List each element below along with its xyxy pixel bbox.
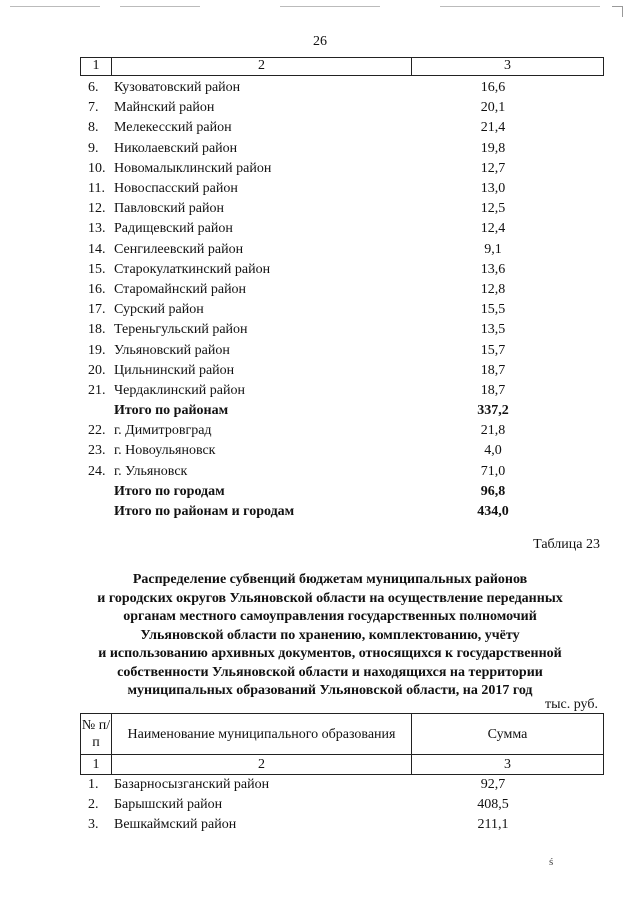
heading-line: муниципальных образований Ульяновской области, на 2017 год xyxy=(127,683,533,698)
total-row xyxy=(80,482,604,502)
row-name: г. Ульяновск xyxy=(114,463,188,479)
page-number: 26 xyxy=(313,34,327,49)
table-row xyxy=(80,179,604,199)
table-row xyxy=(80,462,604,482)
row-value: 71,0 xyxy=(480,463,506,479)
row-value: 96,8 xyxy=(480,483,506,499)
units-label: тыс. руб. xyxy=(545,697,598,712)
col-name-heading: Наименование муниципального образования xyxy=(111,714,411,754)
table-row xyxy=(80,118,604,138)
row-value: 92,7 xyxy=(480,777,506,793)
row-name: г. Новоульяновск xyxy=(114,443,216,459)
row-number: 3. xyxy=(88,817,99,833)
row-name: Старокулаткинский район xyxy=(114,261,271,277)
table-row xyxy=(80,361,604,381)
district-table xyxy=(80,78,604,522)
row-name: Мелекесский район xyxy=(114,120,232,136)
col-number-heading: № п/п xyxy=(81,718,111,750)
scan-mark xyxy=(120,6,200,7)
row-value: 21,4 xyxy=(480,120,506,136)
col-sum-heading: Сумма xyxy=(411,714,603,754)
row-value: 9,1 xyxy=(484,241,502,257)
row-value: 15,7 xyxy=(480,342,506,358)
table-row xyxy=(80,320,604,340)
row-number: 16. xyxy=(88,281,106,297)
row-number: 23. xyxy=(88,443,106,459)
row-value: 12,5 xyxy=(480,201,506,217)
row-name: Ульяновский район xyxy=(114,342,230,358)
header-col-3: 3 xyxy=(411,58,603,75)
row-name: Кузоватовский район xyxy=(114,80,241,96)
row-number: 24. xyxy=(88,463,106,479)
table-row xyxy=(80,219,604,239)
row-name: Новомалыклинский район xyxy=(114,160,272,176)
row-number: 15. xyxy=(88,261,106,277)
total-row xyxy=(80,401,604,421)
row-number: 20. xyxy=(88,362,106,378)
heading-line: собственности Ульяновской области и находящихся на территории xyxy=(117,664,543,680)
row-value: 19,8 xyxy=(480,140,506,156)
row-name: Сурский район xyxy=(114,302,204,318)
row-name: Барышский район xyxy=(114,797,223,813)
row-value: 211,1 xyxy=(477,817,509,833)
row-name: Тереньгульский район xyxy=(114,322,248,338)
row-number: 22. xyxy=(88,423,106,439)
row-number: 12. xyxy=(88,201,106,217)
row-value: 20,1 xyxy=(480,100,506,116)
row-number: 19. xyxy=(88,342,106,358)
row-value: 13,5 xyxy=(480,322,506,338)
table-row xyxy=(80,260,604,280)
row-name: Сенгилеевский район xyxy=(114,241,244,257)
row-name: Итого по районам xyxy=(114,403,229,419)
scan-mark xyxy=(10,6,100,7)
header-col-2: 2 xyxy=(111,755,411,774)
column-number-header xyxy=(80,57,604,76)
table23-header xyxy=(80,713,604,775)
row-value: 337,2 xyxy=(477,403,509,419)
table-row xyxy=(80,795,604,815)
header-col-1: 1 xyxy=(92,757,100,772)
heading-line: Ульяновской области по хранению, комплектованию, учёту xyxy=(140,627,520,643)
header-col-2: 2 xyxy=(111,58,411,75)
table-row xyxy=(80,421,604,441)
row-number: 17. xyxy=(88,302,106,318)
row-value: 12,4 xyxy=(480,221,506,237)
row-number: 6. xyxy=(88,80,99,96)
table-row xyxy=(80,139,604,159)
footer-mark: ś xyxy=(549,856,554,868)
row-value: 12,8 xyxy=(480,281,506,297)
row-number: 11. xyxy=(88,181,105,197)
table-heading xyxy=(60,571,600,701)
table-row xyxy=(80,240,604,260)
table-row xyxy=(80,815,604,835)
row-number: 7. xyxy=(88,100,99,116)
table-row xyxy=(80,775,604,795)
table-row xyxy=(80,340,604,360)
row-number: 14. xyxy=(88,241,106,257)
row-value: 408,5 xyxy=(477,797,509,813)
table-row xyxy=(80,280,604,300)
table-row xyxy=(80,78,604,98)
table-row xyxy=(80,159,604,179)
table23-rows xyxy=(80,775,604,836)
row-value: 21,8 xyxy=(480,423,506,439)
row-value: 18,7 xyxy=(480,382,506,398)
row-number: 13. xyxy=(88,221,106,237)
row-name: Новоспасский район xyxy=(114,181,238,197)
table-row xyxy=(80,441,604,461)
row-number: 2. xyxy=(88,797,99,813)
table-row xyxy=(80,300,604,320)
scan-mark xyxy=(280,6,380,7)
table-label: Таблица 23 xyxy=(533,537,600,552)
heading-line: Распределение субвенций бюджетам муниципальных районов xyxy=(132,572,528,587)
scan-mark xyxy=(440,6,600,7)
row-name: Итого по городам xyxy=(114,483,225,499)
heading-line: и городских округов Ульяновской области на осуществление переданных xyxy=(97,590,563,606)
row-number: 21. xyxy=(88,382,106,398)
row-name: Майнский район xyxy=(114,100,215,116)
table-row xyxy=(80,381,604,401)
row-value: 4,0 xyxy=(484,443,502,459)
row-value: 18,7 xyxy=(480,362,506,378)
table-row xyxy=(80,98,604,118)
scan-corner-mark xyxy=(612,6,623,17)
row-name: г. Димитровград xyxy=(114,423,212,439)
row-name: Вешкаймский район xyxy=(114,817,237,833)
total-row xyxy=(80,502,604,522)
header-col-3: 3 xyxy=(411,755,603,774)
row-number: 10. xyxy=(88,160,106,176)
row-number: 9. xyxy=(88,140,99,156)
row-number: 18. xyxy=(88,322,106,338)
table-row xyxy=(80,199,604,219)
row-number: 8. xyxy=(88,120,99,136)
row-value: 13,6 xyxy=(480,261,506,277)
row-name: Павловский район xyxy=(114,201,224,217)
header-col-1: 1 xyxy=(92,58,100,73)
row-name: Базарносызганский район xyxy=(114,777,270,793)
row-name: Чердаклинский район xyxy=(114,382,245,398)
row-name: Радищевский район xyxy=(114,221,233,237)
row-number: 1. xyxy=(88,777,99,793)
heading-line: и использованию архивных документов, относящихся к государственной xyxy=(98,646,562,661)
row-name: Цильнинский район xyxy=(114,362,235,378)
row-value: 434,0 xyxy=(477,504,509,520)
heading-line: органам местного самоуправления государственных полномочий xyxy=(123,609,537,624)
row-value: 12,7 xyxy=(480,160,506,176)
row-value: 15,5 xyxy=(480,302,506,318)
row-name: Старомайнский район xyxy=(114,281,247,297)
row-name: Николаевский район xyxy=(114,140,238,156)
row-name: Итого по районам и городам xyxy=(114,504,295,520)
row-value: 16,6 xyxy=(480,80,506,96)
row-value: 13,0 xyxy=(480,181,506,197)
